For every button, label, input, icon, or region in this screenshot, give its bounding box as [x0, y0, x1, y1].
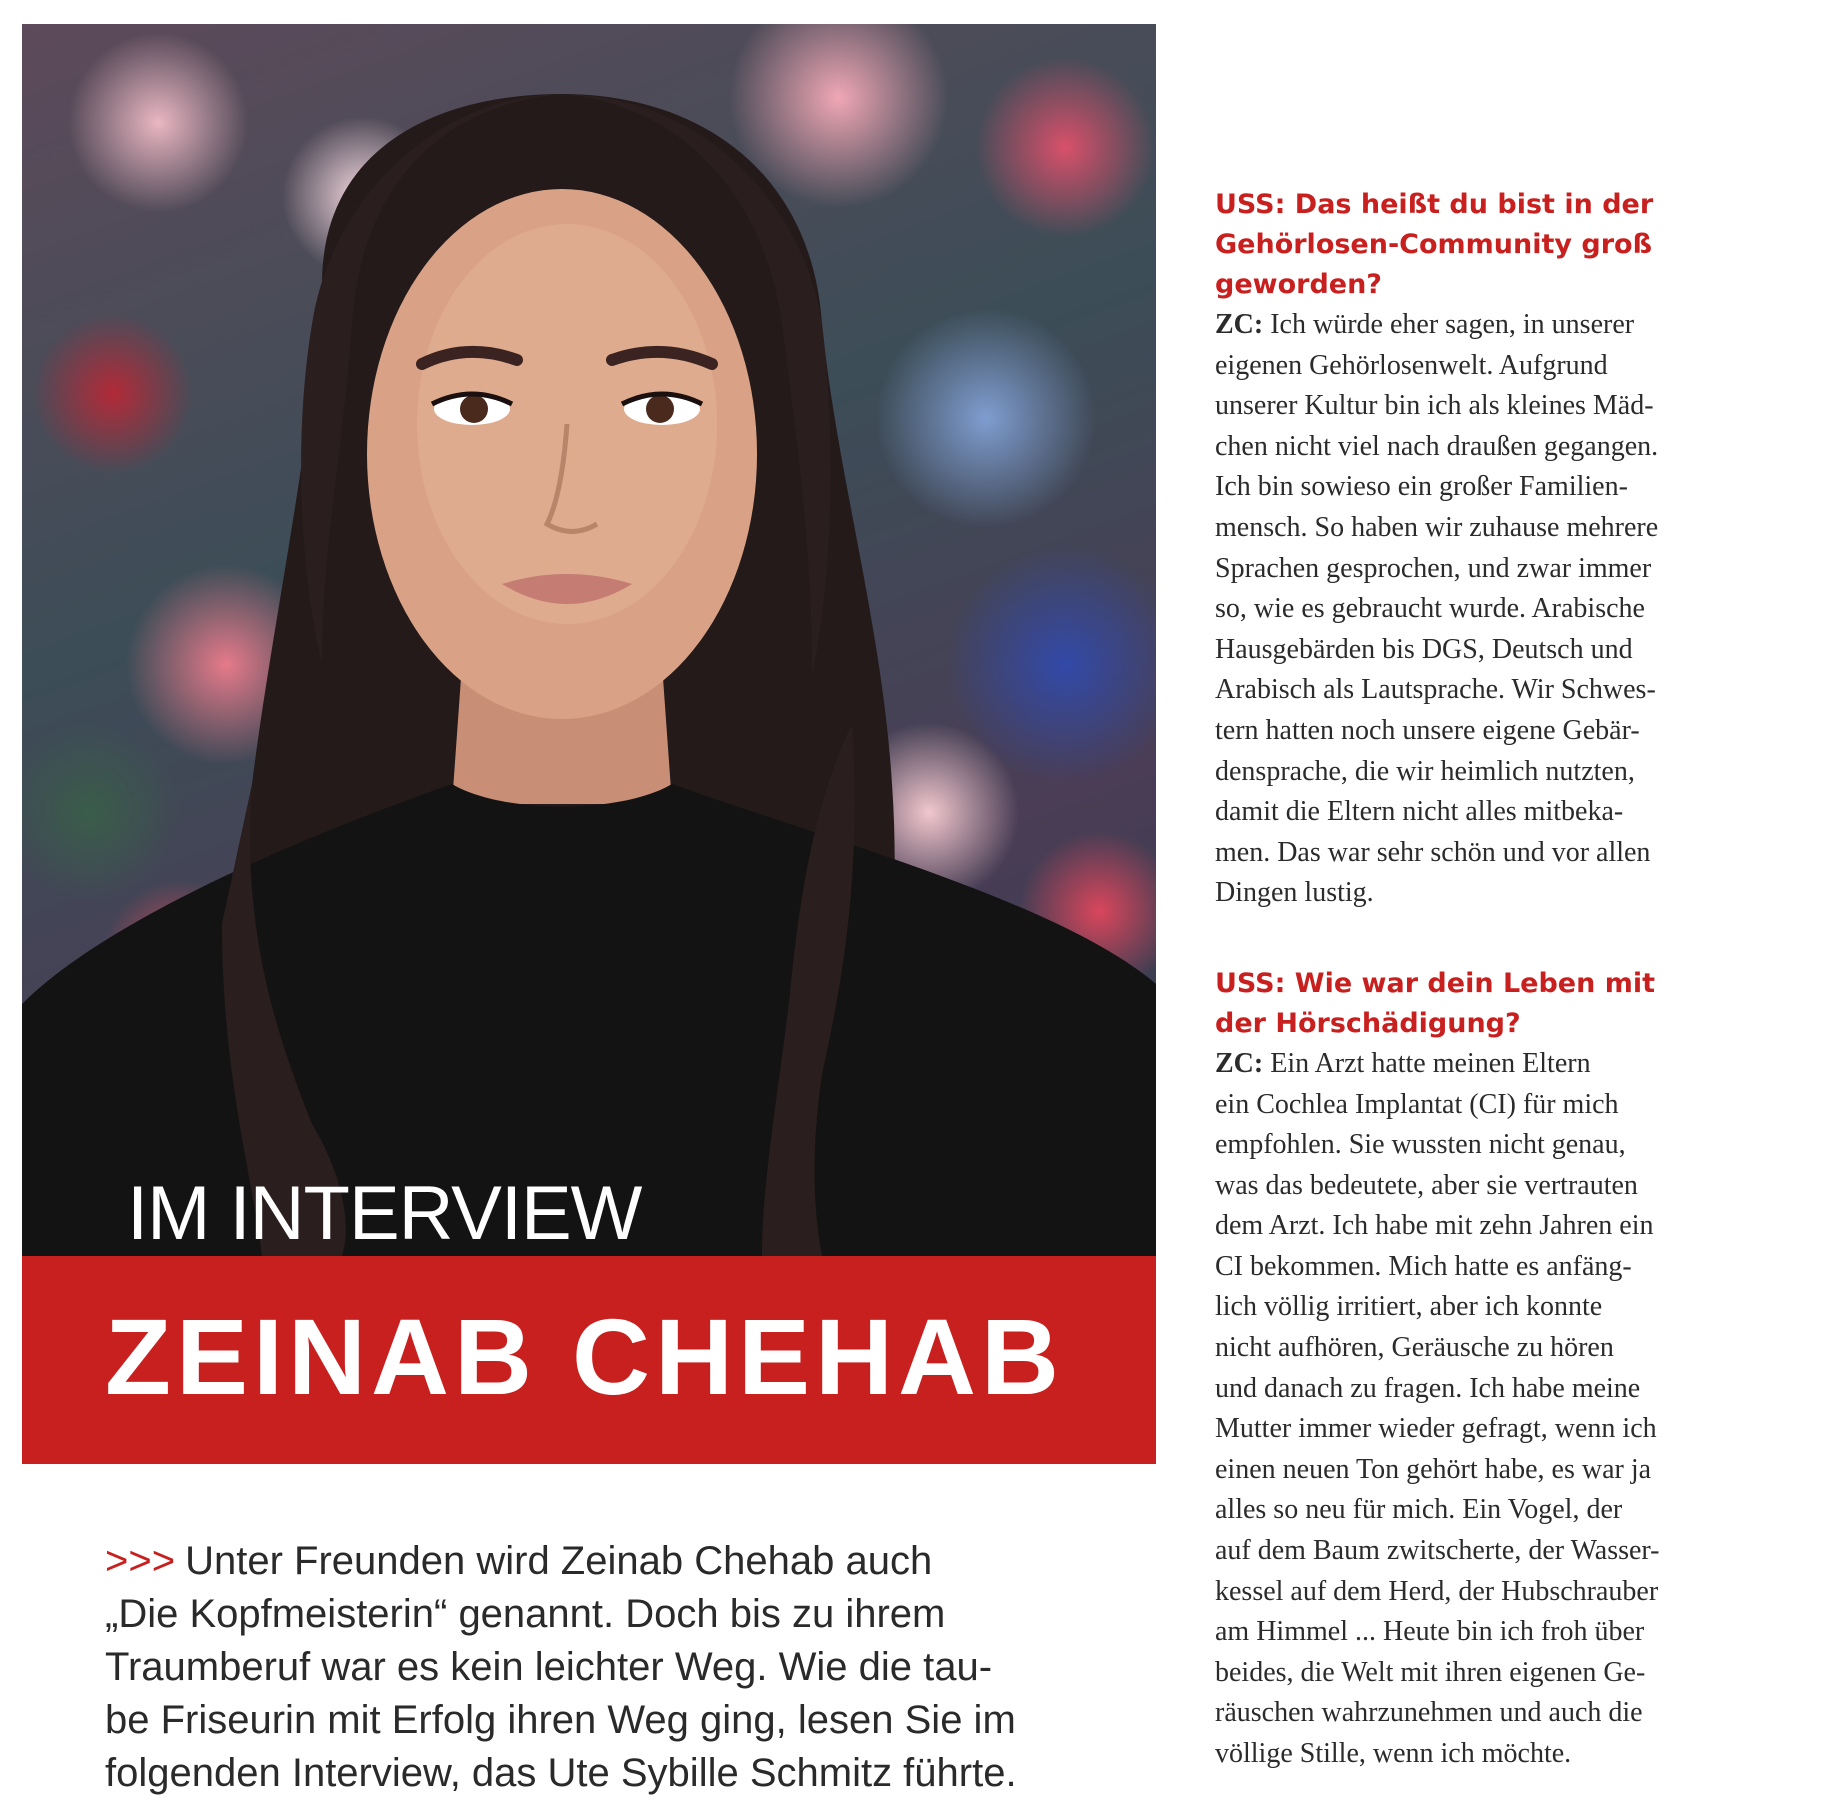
kicker-heading: IM INTERVIEW	[127, 1171, 642, 1256]
portrait-photo	[22, 24, 1156, 1256]
answer-speaker: ZC:	[1215, 309, 1264, 340]
intro-marker: >>>	[105, 1539, 176, 1583]
intro-line: >>> Unter Freunden wird Zeinab Chehab auch	[105, 1539, 933, 1583]
portrait-illustration	[22, 24, 1156, 1256]
intro-line: be Friseurin mit Erfolg ihren Weg ging, lesen Sie im	[105, 1698, 1016, 1742]
intro-line: folgenden Interview, das Ute Sybille Schmitz führte.	[105, 1751, 1017, 1795]
interview-answer: ZC: Ein Arzt hatte meinen Eltern ein Cochlea Implantat (CI) für mich empfohlen. Sie wussten nicht genau, was das bedeutete, aber sie vertrauten dem Arzt. Ich habe mit zehn Jahren ein CI bekommen. Mich hatte es anfäng- lich völlig irritiert, aber ich konnte nicht aufhören, Geräusche zu hören und danach zu fragen. Ich habe meine Mutter immer wieder gefragt, wenn ich einen neuen Ton gehört habe, es war ja alles so neu für mich. Ein Vogel, der auf dem Baum zwitscherte, der Wasser- kessel auf dem Herd, der Hubschrauber am Himmel ... Heute bin ich froh über beides, die Welt mit ihren eigenen Ge- räuschen wahrzunehmen und auch die völlige Stille, wenn ich möchte.	[1215, 1047, 1660, 1769]
interview-column	[1215, 185, 1755, 1775]
intro-line: Traumberuf war es kein leichter Weg. Wie die tau-	[105, 1645, 993, 1689]
interview-answer: ZC: Ich würde eher sagen, in unserer eigenen Gehörlosenwelt. Aufgrund unserer Kultur bin ich als kleines Mäd- chen nicht viel nach draußen gegangen. Ich bin sowieso ein großer Familien- mensch. So haben wir zuhause mehrere Sprachen gesprochen, und zwar immer so, wie es gebraucht wurde. Arabische Hausgebärden bis DGS, Deutsch und Arabisch als Lautsprache. Wir Schwes- tern hatten noch unsere eigene Gebär- densprache, die wir heimlich nutzten, damit die Eltern nicht alles mitbeka- men. Das war sehr schön und vor allen Dingen lustig.	[1215, 309, 1659, 909]
article-title: ZEINAB CHEHAB	[105, 1296, 1065, 1417]
intro-paragraph	[105, 1535, 1165, 1800]
interview-question: USS: Wie war dein Leben mit der Hörschädigung?	[1215, 967, 1656, 1039]
answer-speaker: ZC:	[1215, 1047, 1264, 1079]
interview-question: USS: Das heißt du bist in der Gehörlosen-Community groß geworden?	[1215, 189, 1654, 300]
intro-line: „Die Kopfmeisterin“ genannt. Doch bis zu ihrem	[105, 1592, 946, 1636]
